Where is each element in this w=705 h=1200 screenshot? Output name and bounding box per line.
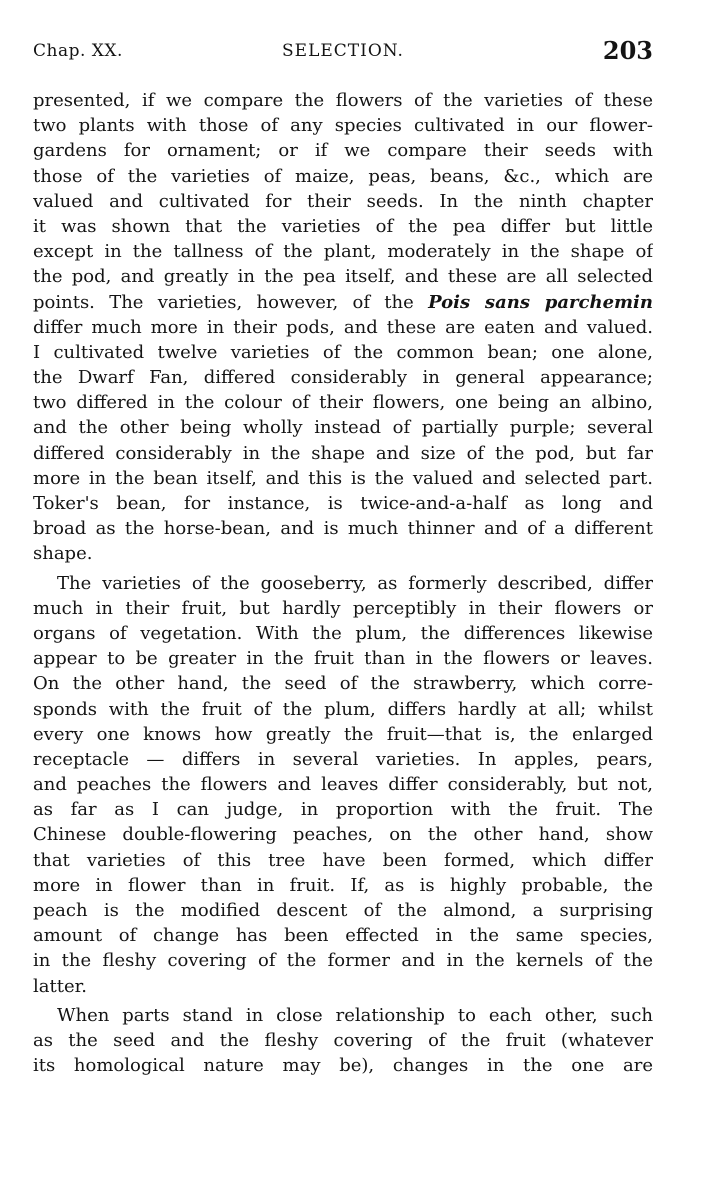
text-line: On the other hand, the seed of the strawberry, which corre- xyxy=(33,673,653,695)
text-line: broad as the horse-bean, and is much thinner and of a different xyxy=(33,518,653,540)
text-line: valued and cultivated for their seeds. In the ninth chapter xyxy=(33,190,653,212)
text-line: organs of vegetation. With the plum, the differences likewise xyxy=(33,622,653,644)
text-line: more in the bean itself, and this is the valued and selected part. xyxy=(33,467,653,489)
text-line: that varieties of this tree have been formed, which differ xyxy=(33,849,653,871)
paragraph-2 xyxy=(33,571,653,999)
text-line: its homological nature may be), changes in the one are xyxy=(33,1055,653,1077)
text-line: When parts stand in close relationship to each other, such xyxy=(57,1004,653,1026)
text-line: except in the tallness of the plant, moderately in the shape of xyxy=(33,241,653,263)
text-line: peach is the modified descent of the almond, a surprising xyxy=(33,900,653,921)
text-line: receptacle — differs in several varieties. In apples, pears, xyxy=(33,748,653,770)
text-line: differed considerably in the shape and size of the pod, but far xyxy=(33,442,653,464)
text-line: it was shown that the varieties of the pea differ but little xyxy=(33,215,653,237)
text-line: in the fleshy covering of the former and in the kernels of the xyxy=(33,950,653,972)
text-line: much in their fruit, but hardly perceptibly in their flowers or xyxy=(33,597,653,619)
text-line: those of the varieties of maize, peas, beans, &c., which are xyxy=(33,165,653,187)
text-line: two plants with those of any species cultivated in our flower- xyxy=(33,115,653,137)
chapter-label: Chap. XX. xyxy=(33,41,123,61)
paragraph-1 xyxy=(33,88,653,567)
text-line: appear to be greater in the fruit than in the flowers or leaves. xyxy=(33,648,653,670)
text-line: amount of change has been effected in the same species, xyxy=(33,925,653,947)
body-text xyxy=(33,88,653,1078)
text-line: two differed in the colour of their flowers, one being an albino, xyxy=(33,392,653,414)
text-line: as far as I can judge, in proportion with the fruit. The xyxy=(33,799,653,821)
text-line: more in flower than in fruit. If, as is highly probable, the xyxy=(33,874,653,896)
running-head xyxy=(33,36,653,66)
text-line: sponds with the fruit of the plum, differs hardly at all; whilst xyxy=(33,698,653,720)
text-line: gardens for ornament; or if we compare their seeds with xyxy=(33,140,653,162)
book-page xyxy=(33,36,653,1078)
text-line: and the other being wholly instead of partially purple; several xyxy=(33,417,653,439)
text-line: latter. xyxy=(33,975,87,997)
text-line: presented, if we compare the flowers of the varieties of these xyxy=(33,90,653,111)
italic-phrase: Pois sans parchemin xyxy=(428,291,653,313)
running-title: SELECTION. xyxy=(282,41,404,61)
text-line: as the seed and the fleshy covering of the fruit (whatever xyxy=(33,1029,653,1051)
text-line: the Dwarf Fan, differed considerably in general appearance; xyxy=(33,367,653,389)
page-number: 203 xyxy=(602,36,653,65)
text-line: Chinese double-flowering peaches, on the other hand, show xyxy=(33,824,653,846)
text-line: every one knows how greatly the fruit—that is, the enlarged xyxy=(33,723,653,745)
text-line-with-italic xyxy=(33,290,653,315)
text-line: Toker's bean, for instance, is twice-and-a-half as long and xyxy=(33,493,653,514)
text-line: shape. xyxy=(33,543,93,565)
text-line: differ much more in their pods, and these are eaten and valued. xyxy=(33,316,653,338)
text-line: the pod, and greatly in the pea itself, and these are all selected xyxy=(33,266,653,288)
paragraph-3 xyxy=(33,1003,653,1079)
text-segment: points. The varieties, however, of the xyxy=(33,291,429,313)
text-line: I cultivated twelve varieties of the common bean; one alone, xyxy=(33,341,653,363)
text-line: The varieties of the gooseberry, as formerly described, differ xyxy=(57,572,653,594)
text-line: and peaches the flowers and leaves differ considerably, but not, xyxy=(33,774,653,796)
